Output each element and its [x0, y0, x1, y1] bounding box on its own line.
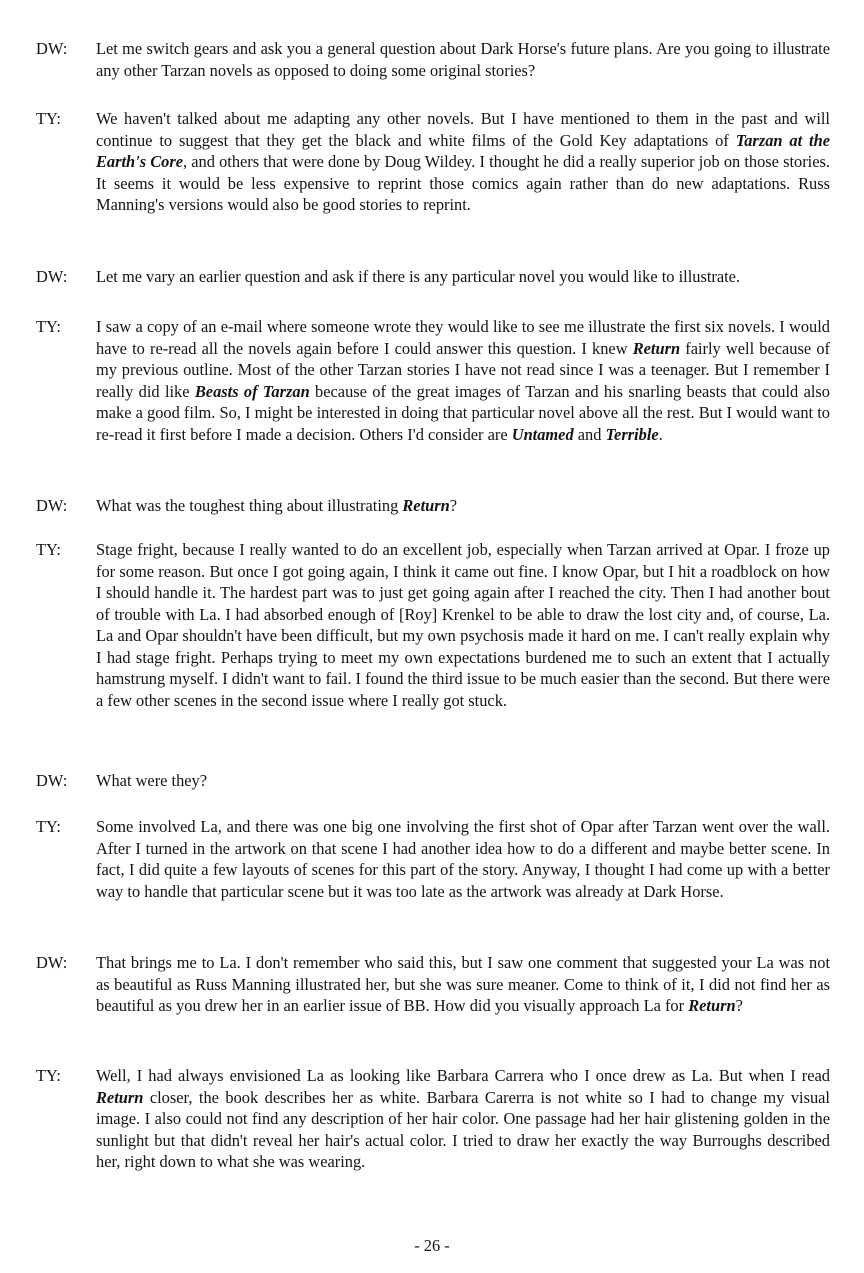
speaker-label: TY: [36, 109, 61, 128]
book-title: Return [688, 996, 736, 1015]
entry-text: That brings me to La. I don't remember who said this, but I saw one comment that suggested your La was not as beautiful as Russ Manning illustrated her, but she was sure meaner. Come to think of it, I did not find her as beautiful as you drew her in an earlier issue of BB. How did you visually approach La for Return? [96, 953, 830, 1015]
book-title: Untamed [511, 424, 574, 444]
book-title: Return [632, 338, 681, 358]
entry-text: Some involved La, and there was one big one involving the first shot of Opar after Tarzan went over the wall. After I turned in the artwork on that scene I had another idea how to do a different and maybe better scene. In fact, I did quite a few layouts of scenes for this part of the story. Anyway, I thought I had come up with a better way to handle that particular scene but it was too late as the artwork was already at Dark Horse. [96, 817, 830, 901]
speaker-label: TY: [36, 317, 61, 336]
speaker-label: DW: [36, 39, 68, 58]
speaker-label: TY: [36, 540, 61, 559]
book-title: Return [402, 496, 450, 515]
entry-text: What was the toughest thing about illustrating Return? [96, 496, 458, 515]
speaker-label: DW: [36, 771, 68, 790]
entry-text: Stage fright, because I really wanted to do an excellent job, especially when Tarzan arrived at Opar. I froze up for some reason. But once I got going again, I think it came out fine. I know Opar, but I hit a roadblock on how I should handle it. The hardest part was to just get going again after I reached the city. Then I had another bout of trouble with La. I had absorbed enough of [Roy] Krenkel to be able to draw the lost city and, of course, La. La and Opar shouldn't have been difficult, but my own psychosis made it hard on me. I can't really explain why I had stage fright. Perhaps trying to meet my own expectations burdened me to such an extent that I actually hamstrung myself. I didn't want to fail. I found the third issue to be much easier than the second. But there were a few other scenes in the second issue where I really got stuck. [96, 540, 830, 710]
entry-text: We haven't talked about me adapting any other novels. But I have mentioned to them in the past and will continue to suggest that they get the black and white films of the Gold Key adaptations of Tarzan at the Earth's Core, and others that were done by Doug Wildey. I thought he did a really superior job on those stories. It seems it would be less expensive to reprint those comics again rather than do new adaptations. Russ Manning's versions would also be good stories to reprint. [96, 109, 830, 214]
book-title: Tarzan at the Earth's Core [96, 130, 830, 171]
entry-text: Well, I had always envisioned La as looking like Barbara Carrera who I once drew as La. But when I read Return closer, the book describes her as white. Barbara Carerra is not white so I had to change my visual image. I also could not find any description of her hair color. One passage had her hair glistening golden in the sunlight but that didn't reveal her hair's actual color. I tried to draw her exactly the way Burroughs described her, right down to what she was wearing. [96, 1066, 830, 1171]
book-title: Beasts of Tarzan [194, 381, 310, 401]
entry-text: Let me vary an earlier question and ask if there is any particular novel you would like to illustrate. [96, 267, 741, 286]
speaker-label: TY: [36, 817, 61, 836]
book-title: Terrible [605, 424, 659, 444]
entry-text: I saw a copy of an e-mail where someone wrote they would like to see me illustrate the first six novels. I would have to re-read all the novels again before I could answer this question. I knew Return fairly well because of my previous outline. Most of the other Tarzan stories I have not read since I was a teenager. But I remember I really did like Beasts of Tarzan because of the great images of Tarzan and his snarling beasts that could also make a good film. So, I might be interested in doing that particular novel above all the rest. But I would want to re-read it first before I made a decision. Others I'd consider are Untamed and Terrible. [96, 317, 830, 444]
page-number: - 26 - [414, 1236, 450, 1255]
entry-text: What were they? [96, 771, 208, 790]
speaker-label: DW: [36, 267, 68, 286]
entry-text: Let me switch gears and ask you a general question about Dark Horse's future plans. Are you going to illustrate any other Tarzan novels as opposed to doing some original stories? [96, 39, 830, 80]
speaker-label: TY: [36, 1066, 61, 1085]
book-title: Return [96, 1087, 144, 1107]
speaker-label: DW: [36, 953, 68, 972]
speaker-label: DW: [36, 496, 68, 515]
